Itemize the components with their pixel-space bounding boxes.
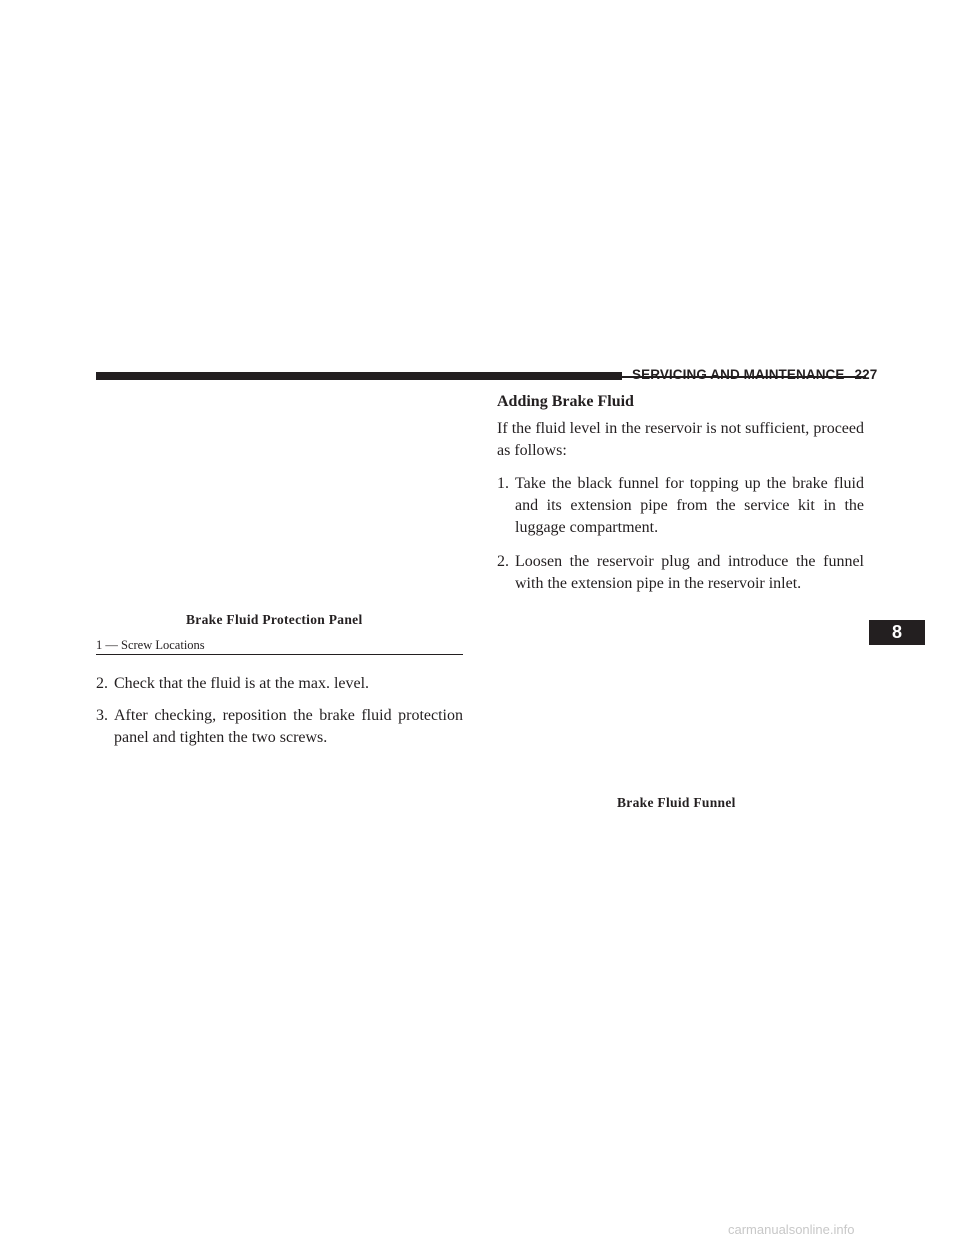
step-number: 3. [96, 707, 108, 724]
watermark-text: carmanualsonline.info [728, 1222, 855, 1237]
legend-rule [96, 654, 463, 655]
step-text: After checking, reposition the brake fluid protection panel and tighten the two screws. [114, 707, 463, 746]
step-text: Loosen the reservoir plug and introduce the funnel with the extension pipe in the reservoir inlet. [515, 553, 864, 592]
step-number: 2. [497, 553, 509, 570]
step-item [96, 705, 463, 749]
page-number: 227 [854, 367, 878, 382]
figure-caption-protection-panel: Brake Fluid Protection Panel [186, 612, 363, 627]
intro-paragraph: If the fluid level in the reservoir is not sufficient, proceed as follows: [497, 420, 864, 459]
figure-legend: 1 — Screw Locations [96, 638, 205, 652]
chapter-tab: 8 [869, 620, 925, 645]
step-item [497, 551, 864, 595]
step-text: Take the black funnel for topping up the brake fluid and its extension pipe from the service kit in the luggage compartment. [515, 475, 864, 536]
step-item [497, 473, 864, 539]
step-number: 2. [96, 675, 108, 692]
figure-caption-funnel: Brake Fluid Funnel [617, 795, 736, 810]
steps-right-list [497, 473, 864, 607]
step-text: Check that the fluid is at the max. level. [114, 675, 370, 692]
section-title: SERVICING AND MAINTENANCE [632, 367, 845, 382]
steps-left-list [96, 673, 463, 759]
running-header [632, 367, 877, 382]
section-heading: Adding Brake Fluid [497, 393, 634, 410]
header-rule-thick [96, 372, 622, 380]
step-item [96, 673, 463, 695]
step-number: 1. [497, 475, 509, 492]
